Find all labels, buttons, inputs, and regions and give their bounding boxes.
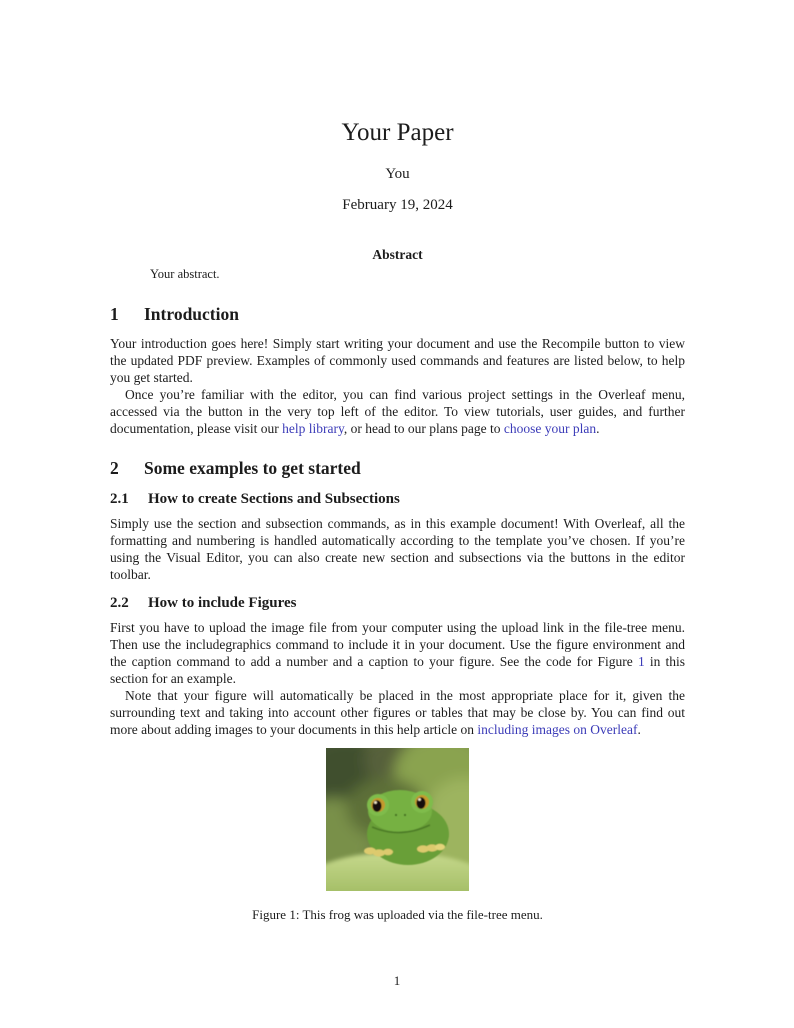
- paper-title: Your Paper: [341, 119, 454, 146]
- subsection-heading-figures: [110, 594, 685, 613]
- figures-p1-text-end: in this section for an example.: [110, 654, 685, 686]
- figures-paragraph-1: [110, 619, 685, 687]
- frog-photo: [326, 748, 469, 891]
- figures-p2-text-pre: Note that your figure will automatically be placed in the most appropriate place for it, given the surrounding text and taking into account other figures or tables that may be close by. You can find out more about adding images to your documents in this help article on: [110, 688, 685, 737]
- subsection-number: 2.1: [110, 491, 129, 507]
- figure-1-ref-link[interactable]: 1: [637, 654, 645, 669]
- section-heading-examples: [110, 457, 685, 479]
- section-title: Introduction: [144, 304, 239, 324]
- subsection-number: 2.2: [110, 595, 129, 611]
- figure-caption: Figure 1: This frog was uploaded via the file-tree menu.: [252, 907, 543, 922]
- paper-author: You: [385, 166, 410, 182]
- section-number: 2: [110, 458, 119, 478]
- figure-1: [110, 748, 685, 923]
- subsection-title: How to include Figures: [148, 595, 297, 611]
- intro-p2-text-end: .: [596, 421, 600, 436]
- figures-p2-text-end: .: [637, 722, 641, 737]
- sections-paragraph-1: Simply use the section and subsection commands, as in this example document! With Overleaf, all the formatting and numbering is handled automatically according to the template you’ve chosen. If you’re using the Visual Editor, you can also create new section and subsections via the buttons in the editor toolbar.: [110, 516, 685, 582]
- section-number: 1: [110, 304, 119, 324]
- abstract-body: Your abstract.: [150, 267, 220, 281]
- intro-p2-text-mid: , or head to our plans page to: [343, 421, 504, 436]
- page-number: 1: [393, 973, 401, 988]
- subsection-title: How to create Sections and Subsections: [148, 491, 400, 507]
- title-block: [110, 118, 685, 215]
- choose-your-plan-link[interactable]: choose your plan: [503, 421, 597, 436]
- abstract-heading: Abstract: [372, 247, 423, 262]
- including-images-link[interactable]: including images on Overleaf: [477, 722, 638, 737]
- subsection-heading-sections: [110, 490, 685, 509]
- help-library-link[interactable]: help library: [282, 421, 344, 436]
- intro-p2-text-pre: Once you’re familiar with the editor, you can find various project settings in the Overleaf menu, accessed via the button in the very top left of the editor. To view tutorials, user guides, and further documentation, please visit our: [110, 387, 685, 436]
- paper-date: February 19, 2024: [342, 197, 453, 213]
- section-heading-introduction: [110, 303, 685, 325]
- intro-paragraph-1: Your introduction goes here! Simply start writing your document and use the Recompile button to view the updated PDF preview. Examples of commonly used commands and features are listed below, to help you get started.: [110, 336, 685, 385]
- section-title: Some examples to get started: [144, 458, 361, 478]
- intro-paragraph-2: [110, 386, 685, 437]
- figures-paragraph-2: [110, 687, 685, 738]
- figures-p1-text-pre: First you have to upload the image file from your computer using the upload link in the file-tree menu. Then use the includegraphics command to include it in your document. Use the figure environment and the caption command to add a number and a caption to your figure. See the code for Figure: [110, 620, 685, 669]
